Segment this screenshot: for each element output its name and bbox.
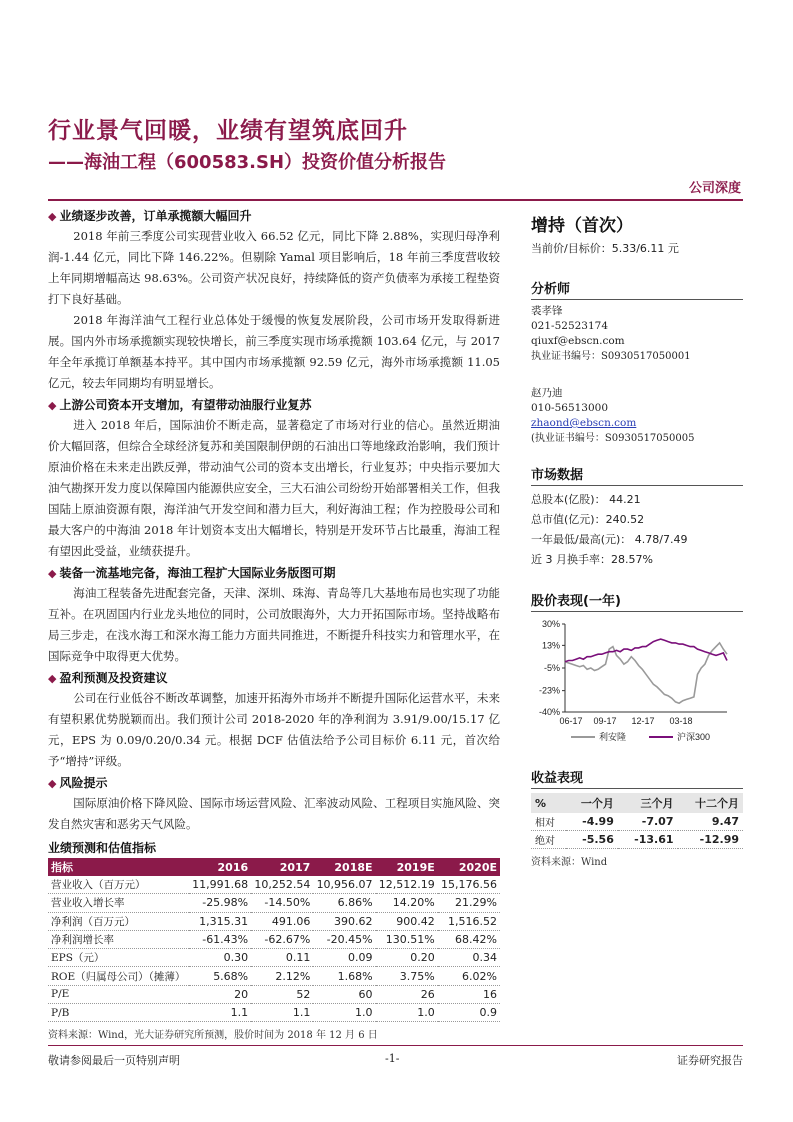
paragraph: 海油工程装备先进配套完备，天津、深圳、珠海、青岛等几大基地布局也实现了功能互补。在巩固国内行业龙头地位的同时，公司放眼海外，大力开拓国际市场。坚持战略布局三步走，在浅水海工和深水海工能力方面共同推进，不断提升科技实力和管理水平，在国际竞争中取得更大优势。 (48, 586, 500, 663)
table-cell: 10,956.07 (313, 876, 375, 894)
table-cell: 14.20% (376, 894, 438, 912)
perf-heading: 股价表现(一年) (531, 590, 743, 612)
table-cell: -4.99 (566, 813, 618, 831)
analyst-email: qiuxf@ebscn.com (531, 335, 625, 347)
row-label: P/B (48, 1004, 189, 1022)
table-title: 业绩预测和估值指标 (48, 841, 157, 855)
table-cell: 10,252.54 (251, 876, 313, 894)
rating: 增持（首次） (531, 216, 633, 236)
analyst-phone: 010-56513000 (531, 402, 609, 414)
section-heading: 风险提示 (59, 776, 108, 790)
market-item: 一年最低/最高(元)： 4.78/7.49 (531, 533, 688, 546)
column-header: 2016 (189, 858, 251, 876)
table-row (531, 831, 743, 849)
table-cell: 0.11 (251, 949, 313, 967)
table-cell: 3.75% (376, 967, 438, 985)
table-cell: -61.43% (189, 930, 251, 948)
price-target: 当前价/目标价：5.33/6.11 元 (531, 242, 679, 255)
column-header: 2019E (376, 858, 438, 876)
x-tick-label: 03-18 (669, 716, 693, 726)
footer-divider (48, 1045, 743, 1046)
table-cell: -12.99 (678, 831, 744, 849)
header-divider (48, 199, 743, 201)
paragraph: 2018 年前三季度公司实现营业收入 66.52 亿元，同比下降 2.88%，实现归母净利润-1.44 亿元，同比下降 146.22%。但剔除 Yamal 项目影响后，18 年前三季度营收较上年同期增幅高达 98.63%。公司资产状况良好，持续降低的资产负债率为承接工程垫资打下良好基础。 (48, 229, 500, 306)
x-tick-label: 06-17 (559, 716, 583, 726)
section (48, 564, 500, 667)
diamond-bullet-icon: ◆ (48, 210, 57, 223)
diamond-bullet-icon: ◆ (48, 567, 57, 580)
report-type-tag: 公司深度 (688, 181, 741, 196)
row-label: P/E (48, 985, 189, 1003)
table-cell: 11,991.68 (189, 876, 251, 894)
table-cell: 9.47 (678, 813, 744, 831)
analyst-cert: 执业证书编号：S0930517050001 (531, 351, 691, 362)
table-cell: -13.61 (618, 831, 678, 849)
table-cell: 5.68% (189, 967, 251, 985)
table-cell: 1.1 (189, 1004, 251, 1022)
table-row (48, 876, 500, 894)
column-header: 2017 (251, 858, 313, 876)
return-heading: 收益表现 (531, 767, 743, 789)
table-cell: 60 (313, 985, 375, 1003)
x-tick-label: 12-17 (631, 716, 655, 726)
table-cell: 1.1 (251, 1004, 313, 1022)
y-tick-label: -23% (538, 685, 560, 696)
y-tick-label: -40% (538, 707, 560, 717)
table-cell: 130.51% (376, 930, 438, 948)
section (48, 396, 500, 562)
market-item: 近 3 月换手率：28.57% (531, 553, 653, 566)
return-source-note: 资料来源：Wind (531, 857, 608, 868)
analyst-heading: 分析师 (531, 278, 743, 300)
analyst-card (531, 386, 743, 446)
table-cell: 1,516.52 (438, 912, 500, 930)
table-cell: 6.86% (313, 894, 375, 912)
table-row (48, 985, 500, 1003)
sidebar (531, 205, 743, 868)
market-item: 总股本(亿股)： 44.21 (531, 493, 641, 506)
report-subtitle: ——海油工程（600583.SH）投资价值分析报告 (48, 152, 447, 173)
paragraph: 2018 年海洋油气工程行业总体处于缓慢的恢复发展阶段，公司市场开发取得新进展。国内外市场承揽额实现较快增长，前三季度实现市场承揽额 103.64 亿元，与 2017 年全年承揽订单额基本持平。其中国内市场承揽额 92.59 亿元，海外市场承揽额 11.05 亿元，较去年同期均有明显增长。 (48, 313, 500, 390)
column-header: 指标 (48, 858, 189, 876)
diamond-bullet-icon: ◆ (48, 672, 57, 685)
table-source-note: 资料来源：Wind，光大证券研究所预测，股价时间为 2018 年 12 月 6 日 (48, 1030, 378, 1042)
forecast-table (48, 858, 500, 1022)
table-row (48, 949, 500, 967)
table-cell: 0.20 (376, 949, 438, 967)
analyst-email-link[interactable]: zhaond@ebscn.com (531, 417, 637, 429)
y-tick-label: 13% (541, 640, 560, 651)
row-label: 相对 (531, 813, 566, 831)
table-cell: 1.0 (376, 1004, 438, 1022)
section-heading: 上游公司资本开支增加，有望带动油服行业复苏 (59, 398, 312, 412)
page-number: -1- (385, 1052, 400, 1065)
section (48, 669, 500, 772)
section (48, 774, 500, 835)
diamond-bullet-icon: ◆ (48, 399, 57, 412)
table-cell: 491.06 (251, 912, 313, 930)
column-header: 2020E (438, 858, 500, 876)
table-cell: -25.98% (189, 894, 251, 912)
table-cell: 15,176.56 (438, 876, 500, 894)
column-header: 三个月 (618, 793, 678, 813)
table-cell: 0.34 (438, 949, 500, 967)
table-cell: -20.45% (313, 930, 375, 948)
row-label: ROE（归属母公司）（摊薄） (48, 967, 189, 985)
table-row (531, 813, 743, 831)
series-line-stock (565, 643, 727, 703)
analyst-card (531, 304, 743, 364)
paragraph: 公司在行业低谷不断改革调整，加速开拓海外市场并不断提升国际化运营水平，未来有望积累优势脱颖而出。我们预计公司 2018-2020 年的净利润为 3.91/9.00/15.17 亿元，EPS 为 0.09/0.20/0.34 元。根据 DCF 估值法给予公司目标价 6.11 元，首次给予“增持”评级。 (48, 691, 500, 768)
y-tick-label: -5% (543, 663, 560, 673)
column-header: 十二个月 (678, 793, 744, 813)
row-label: 净利润增长率 (48, 930, 189, 948)
y-tick-label: 30% (541, 619, 560, 629)
table-header-row (531, 793, 743, 813)
row-label: 营业收入增长率 (48, 894, 189, 912)
table-cell: 16 (438, 985, 500, 1003)
table-cell: 12,512.19 (376, 876, 438, 894)
series-line-index (565, 639, 727, 662)
table-cell: -7.07 (618, 813, 678, 831)
table-cell: 0.09 (313, 949, 375, 967)
row-label: 净利润（百万元） (48, 912, 189, 930)
footer-report-type: 证券研究报告 (677, 1054, 743, 1067)
table-cell: -5.56 (566, 831, 618, 849)
market-heading: 市场数据 (531, 464, 743, 486)
table-cell: 21.29% (438, 894, 500, 912)
table-cell: 20 (189, 985, 251, 1003)
table-cell: 0.30 (189, 949, 251, 967)
section-heading: 装备一流基地完备，海油工程扩大国际业务版图可期 (59, 566, 336, 580)
section-heading: 业绩逐步改善，订单承揽额大幅回升 (59, 209, 252, 223)
paragraph: 进入 2018 年后，国际油价不断走高，显著稳定了市场对行业的信心。虽然近期油价大幅回落，但综合全球经济复苏和美国限制伊朗的石油出口等地缘政治影响，我们预计原油价格在未来走出跌反弹，带动油气公司的资本支出增长，行业复苏；中央指示要加大油气勘探开发力度以保障国内能源供应安全，三大石油公司纷纷开始部署相关工作，但我国陆上原油资源有限，海洋油气开发空间和潜力巨大，利好海油工程；作为控股母公司和最大客户的中海油 2018 年计划资本支出大幅增长，特别是开发环节占比最重，海油工程有望因此受益，业绩获提升。 (48, 418, 500, 558)
table-cell: 0.9 (438, 1004, 500, 1022)
paragraph: 国际原油价格下降风险、国际市场运营风险、汇率波动风险、工程项目实施风险、突发自然灾害和恶劣天气风险。 (48, 796, 500, 831)
table-cell: 52 (251, 985, 313, 1003)
analyst-name: 赵乃迪 (531, 387, 563, 399)
section (48, 207, 500, 394)
column-header: 2018E (313, 858, 375, 876)
table-row (48, 894, 500, 912)
row-label: EPS（元） (48, 949, 189, 967)
table-row (48, 1004, 500, 1022)
x-tick-label: 09-17 (593, 716, 617, 726)
table-cell: 26 (376, 985, 438, 1003)
analyst-name: 裘孝锋 (531, 305, 563, 317)
table-cell: 1,315.31 (189, 912, 251, 930)
row-label: 营业收入（百万元） (48, 876, 189, 894)
return-table (531, 793, 743, 849)
report-title: 行业景气回暖，业绩有望筑底回升 (48, 118, 408, 144)
table-cell: -14.50% (251, 894, 313, 912)
column-header: % (531, 793, 566, 813)
market-item: 总市值(亿元)：240.52 (531, 513, 645, 526)
row-label: 绝对 (531, 831, 566, 849)
table-cell: -62.67% (251, 930, 313, 948)
table-row (48, 930, 500, 948)
analyst-cert: (执业证书编号：S0930517050005 (531, 433, 695, 444)
section-heading: 盈利预测及投资建议 (59, 671, 168, 685)
table-cell: 390.62 (313, 912, 375, 930)
column-header: 一个月 (566, 793, 618, 813)
table-cell: 1.68% (313, 967, 375, 985)
table-row (48, 912, 500, 930)
legend-label: 沪深300 (677, 732, 711, 742)
table-cell: 1.0 (313, 1004, 375, 1022)
table-row (48, 967, 500, 985)
table-cell: 68.42% (438, 930, 500, 948)
analyst-phone: 021-52523174 (531, 320, 609, 332)
table-header-row (48, 858, 500, 876)
diamond-bullet-icon: ◆ (48, 777, 57, 790)
table-cell: 900.42 (376, 912, 438, 930)
stock-performance-chart (531, 616, 743, 756)
legend-label: 利安隆 (599, 732, 627, 742)
table-cell: 6.02% (438, 967, 500, 985)
table-cell: 2.12% (251, 967, 313, 985)
footer-disclaimer: 敬请参阅最后一页特别声明 (48, 1054, 180, 1067)
main-column (48, 205, 500, 1041)
